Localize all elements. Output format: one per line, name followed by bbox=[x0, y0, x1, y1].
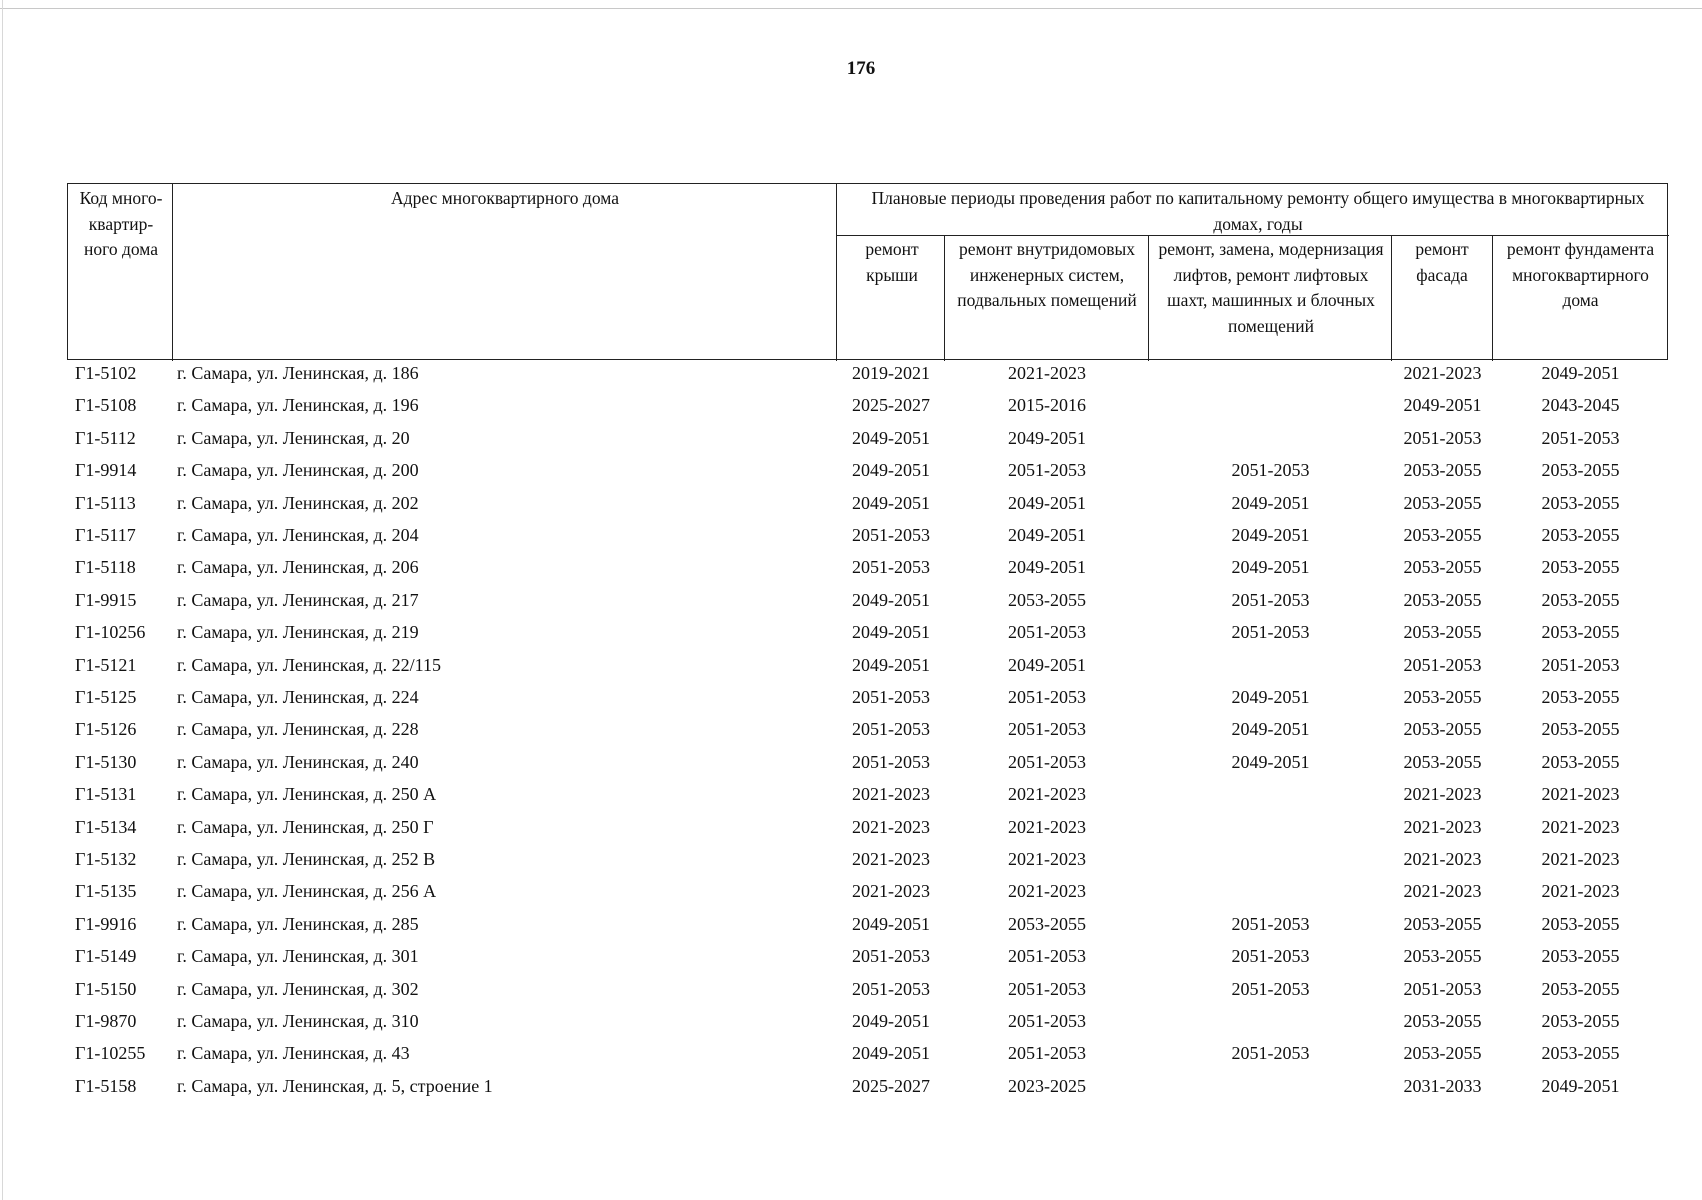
row-engineering: 2049-2051 bbox=[1008, 525, 1086, 545]
row-foundation: 2043-2045 bbox=[1541, 395, 1620, 416]
row-facade: 2053-2055 bbox=[1403, 622, 1482, 643]
row-code: Г1-5118 bbox=[75, 557, 136, 578]
row-foundation: 2053-2055 bbox=[1541, 622, 1620, 643]
row-facade: 2053-2055 bbox=[1403, 492, 1482, 513]
table-row bbox=[0, 686, 1702, 718]
row-address: г. Самара, ул. Ленинская, д. 22/115 bbox=[177, 654, 441, 675]
row-foundation: 2053-2055 bbox=[1541, 946, 1620, 967]
row-code: Г1-5112 bbox=[75, 427, 136, 448]
row-engineering: 2021-2023 bbox=[1008, 363, 1086, 383]
row-engineering: 2049-2051 bbox=[1008, 427, 1086, 448]
header-address: Адрес многоквартирного дома bbox=[391, 188, 619, 208]
row-roof: 2051-2053 bbox=[852, 557, 930, 578]
row-foundation: 2049-2051 bbox=[1541, 363, 1620, 383]
row-engineering: 2021-2023 bbox=[1008, 849, 1086, 869]
row-facade: 2053-2055 bbox=[1403, 525, 1482, 545]
row-foundation: 2053-2055 bbox=[1541, 557, 1620, 578]
header-divider bbox=[172, 184, 173, 361]
row-facade: 2021-2023 bbox=[1403, 881, 1482, 902]
row-address: г. Самара, ул. Ленинская, д. 240 bbox=[177, 751, 419, 772]
row-elevators: 2051-2053 bbox=[1231, 978, 1310, 999]
row-foundation: 2053-2055 bbox=[1541, 913, 1620, 934]
header-group: Плановые периоды проведения работ по капитальному ремонту общего имущества в многоквартирных домах, годы bbox=[871, 188, 1645, 234]
row-roof: 2049-2051 bbox=[852, 589, 930, 610]
table-row bbox=[0, 621, 1702, 653]
row-roof: 2025-2027 bbox=[852, 395, 930, 416]
row-elevators: 2049-2051 bbox=[1231, 557, 1310, 578]
table-row bbox=[0, 718, 1702, 750]
row-foundation: 2053-2055 bbox=[1541, 492, 1620, 513]
header-foundation: ремонт фундамента многоквартирного дома bbox=[1506, 239, 1655, 310]
row-address: г. Самара, ул. Ленинская, д. 196 bbox=[177, 395, 419, 416]
row-elevators: 2051-2053 bbox=[1231, 913, 1310, 934]
row-foundation: 2053-2055 bbox=[1541, 751, 1620, 772]
scan-edge-top bbox=[0, 8, 1702, 9]
row-foundation: 2021-2023 bbox=[1541, 784, 1620, 805]
row-roof: 2049-2051 bbox=[852, 654, 930, 675]
row-address: г. Самара, ул. Ленинская, д. 310 bbox=[177, 1011, 419, 1031]
row-foundation: 2053-2055 bbox=[1541, 978, 1620, 999]
row-address: г. Самара, ул. Ленинская, д. 256 А bbox=[177, 881, 437, 902]
row-address: г. Самара, ул. Ленинская, д. 206 bbox=[177, 557, 419, 578]
row-roof: 2021-2023 bbox=[852, 784, 930, 805]
table-row bbox=[0, 913, 1702, 945]
table-row bbox=[0, 492, 1702, 524]
header-roof: ремонт крыши bbox=[865, 239, 919, 285]
row-code: Г1-10256 bbox=[75, 622, 146, 643]
row-roof: 2021-2023 bbox=[852, 816, 930, 837]
row-engineering: 2051-2053 bbox=[1008, 751, 1086, 772]
row-facade: 2053-2055 bbox=[1403, 1043, 1482, 1064]
row-address: г. Самара, ул. Ленинская, д. 301 bbox=[177, 946, 419, 967]
table-row bbox=[0, 556, 1702, 588]
row-engineering: 2015-2016 bbox=[1008, 395, 1086, 416]
row-facade: 2053-2055 bbox=[1403, 1011, 1482, 1031]
row-roof: 2021-2023 bbox=[852, 881, 930, 902]
row-address: г. Самара, ул. Ленинская, д. 219 bbox=[177, 622, 419, 643]
row-foundation: 2021-2023 bbox=[1541, 849, 1620, 869]
row-engineering: 2021-2023 bbox=[1008, 816, 1086, 837]
row-address: г. Самара, ул. Ленинская, д. 252 В bbox=[177, 849, 436, 869]
row-facade: 2053-2055 bbox=[1403, 589, 1482, 610]
table-row bbox=[0, 654, 1702, 686]
row-code: Г1-5126 bbox=[75, 719, 137, 740]
row-elevators: 2049-2051 bbox=[1231, 492, 1310, 513]
row-engineering: 2051-2053 bbox=[1008, 978, 1086, 999]
row-roof: 2051-2053 bbox=[852, 946, 930, 967]
table-row bbox=[0, 1042, 1702, 1074]
row-address: г. Самара, ул. Ленинская, д. 202 bbox=[177, 492, 419, 513]
table-row bbox=[0, 751, 1702, 783]
row-foundation: 2053-2055 bbox=[1541, 589, 1620, 610]
row-address: г. Самара, ул. Ленинская, д. 250 Г bbox=[177, 816, 434, 837]
row-address: г. Самара, ул. Ленинская, д. 224 bbox=[177, 687, 419, 707]
row-facade: 2053-2055 bbox=[1403, 687, 1482, 707]
row-address: г. Самара, ул. Ленинская, д. 43 bbox=[177, 1043, 410, 1064]
row-foundation: 2021-2023 bbox=[1541, 881, 1620, 902]
row-roof: 2051-2053 bbox=[852, 751, 930, 772]
row-engineering: 2049-2051 bbox=[1008, 654, 1086, 675]
row-roof: 2025-2027 bbox=[852, 1075, 930, 1096]
row-foundation: 2051-2053 bbox=[1541, 654, 1620, 675]
row-elevators: 2049-2051 bbox=[1231, 687, 1310, 707]
row-code: Г1-10255 bbox=[75, 1043, 146, 1064]
row-elevators: 2051-2053 bbox=[1231, 1043, 1310, 1064]
row-facade: 2053-2055 bbox=[1403, 913, 1482, 934]
row-code: Г1-5131 bbox=[75, 784, 137, 805]
row-code: Г1-5149 bbox=[75, 946, 137, 967]
row-address: г. Самара, ул. Ленинская, д. 186 bbox=[177, 363, 419, 383]
row-foundation: 2021-2023 bbox=[1541, 816, 1620, 837]
table-row bbox=[0, 1075, 1702, 1107]
row-facade: 2021-2023 bbox=[1403, 849, 1482, 869]
row-facade: 2051-2053 bbox=[1403, 427, 1482, 448]
row-facade: 2053-2055 bbox=[1403, 557, 1482, 578]
row-elevators: 2049-2051 bbox=[1231, 525, 1310, 545]
row-roof: 2049-2051 bbox=[852, 492, 930, 513]
header-divider bbox=[944, 235, 945, 361]
row-elevators: 2051-2053 bbox=[1231, 460, 1310, 481]
row-foundation: 2051-2053 bbox=[1541, 427, 1620, 448]
row-code: Г1-5150 bbox=[75, 978, 137, 999]
row-engineering: 2051-2053 bbox=[1008, 1043, 1086, 1064]
row-foundation: 2053-2055 bbox=[1541, 687, 1620, 707]
row-code: Г1-5113 bbox=[75, 492, 136, 513]
table-header bbox=[67, 183, 1668, 360]
table-row bbox=[0, 816, 1702, 848]
row-address: г. Самара, ул. Ленинская, д. 217 bbox=[177, 589, 419, 610]
row-address: г. Самара, ул. Ленинская, д. 228 bbox=[177, 719, 419, 740]
row-facade: 2051-2053 bbox=[1403, 654, 1482, 675]
row-engineering: 2051-2053 bbox=[1008, 687, 1086, 707]
row-code: Г1-9914 bbox=[75, 460, 137, 481]
row-engineering: 2051-2053 bbox=[1008, 622, 1086, 643]
row-foundation: 2053-2055 bbox=[1541, 719, 1620, 740]
table-row bbox=[0, 362, 1702, 394]
table-row bbox=[0, 524, 1702, 556]
row-facade: 2021-2023 bbox=[1403, 816, 1482, 837]
row-foundation: 2053-2055 bbox=[1541, 460, 1620, 481]
row-foundation: 2049-2051 bbox=[1541, 1075, 1620, 1096]
row-engineering: 2023-2025 bbox=[1008, 1075, 1086, 1096]
row-roof: 2049-2051 bbox=[852, 1043, 930, 1064]
row-roof: 2021-2023 bbox=[852, 849, 930, 869]
row-elevators: 2051-2053 bbox=[1231, 946, 1310, 967]
header-divider bbox=[836, 184, 837, 361]
row-address: г. Самара, ул. Ленинская, д. 250 А bbox=[177, 784, 437, 805]
row-elevators: 2049-2051 bbox=[1231, 751, 1310, 772]
row-facade: 2053-2055 bbox=[1403, 719, 1482, 740]
row-engineering: 2021-2023 bbox=[1008, 784, 1086, 805]
row-address: г. Самара, ул. Ленинская, д. 20 bbox=[177, 427, 410, 448]
table-row bbox=[0, 783, 1702, 815]
row-code: Г1-5117 bbox=[75, 525, 136, 545]
row-code: Г1-9915 bbox=[75, 589, 137, 610]
table-row bbox=[0, 848, 1702, 880]
row-code: Г1-5132 bbox=[75, 849, 137, 869]
row-code: Г1-5102 bbox=[75, 363, 137, 383]
row-roof: 2049-2051 bbox=[852, 427, 930, 448]
row-code: Г1-5108 bbox=[75, 395, 137, 416]
table-row bbox=[0, 589, 1702, 621]
table-row bbox=[0, 427, 1702, 459]
row-elevators: 2049-2051 bbox=[1231, 719, 1310, 740]
header-code: Код много- квартир- ного дома bbox=[79, 188, 163, 259]
row-engineering: 2021-2023 bbox=[1008, 881, 1086, 902]
header-divider bbox=[1391, 235, 1392, 361]
row-engineering: 2051-2053 bbox=[1008, 460, 1086, 481]
row-facade: 2053-2055 bbox=[1403, 946, 1482, 967]
row-code: Г1-5135 bbox=[75, 881, 137, 902]
header-facade: ремонт фасада bbox=[1415, 239, 1469, 285]
table-row bbox=[0, 1010, 1702, 1042]
row-address: г. Самара, ул. Ленинская, д. 5, строение 1 bbox=[177, 1075, 493, 1096]
row-facade: 2049-2051 bbox=[1403, 395, 1482, 416]
header-divider bbox=[1492, 235, 1493, 361]
header-elevators: ремонт, замена, модернизация лифтов, ремонт лифтовых шахт, машинных и блочных помещений bbox=[1158, 239, 1384, 336]
table-row bbox=[0, 880, 1702, 912]
row-engineering: 2051-2053 bbox=[1008, 946, 1086, 967]
row-foundation: 2053-2055 bbox=[1541, 525, 1620, 545]
row-roof: 2051-2053 bbox=[852, 719, 930, 740]
row-foundation: 2053-2055 bbox=[1541, 1011, 1620, 1031]
row-elevators: 2051-2053 bbox=[1231, 622, 1310, 643]
row-roof: 2051-2053 bbox=[852, 525, 930, 545]
row-address: г. Самара, ул. Ленинская, д. 302 bbox=[177, 978, 419, 999]
row-roof: 2051-2053 bbox=[852, 687, 930, 707]
row-facade: 2053-2055 bbox=[1403, 751, 1482, 772]
row-facade: 2053-2055 bbox=[1403, 460, 1482, 481]
row-engineering: 2051-2053 bbox=[1008, 719, 1086, 740]
row-roof: 2049-2051 bbox=[852, 1011, 930, 1031]
row-roof: 2049-2051 bbox=[852, 460, 930, 481]
row-code: Г1-5125 bbox=[75, 687, 137, 707]
row-code: Г1-5158 bbox=[75, 1075, 137, 1096]
row-address: г. Самара, ул. Ленинская, д. 204 bbox=[177, 525, 419, 545]
table-row bbox=[0, 394, 1702, 426]
row-code: Г1-5134 bbox=[75, 816, 137, 837]
page-number: 176 bbox=[846, 58, 876, 79]
row-code: Г1-9916 bbox=[75, 913, 137, 934]
table-row bbox=[0, 459, 1702, 491]
row-address: г. Самара, ул. Ленинская, д. 200 bbox=[177, 460, 419, 481]
row-address: г. Самара, ул. Ленинская, д. 285 bbox=[177, 913, 419, 934]
table-row bbox=[0, 945, 1702, 977]
row-engineering: 2049-2051 bbox=[1008, 557, 1086, 578]
row-roof: 2049-2051 bbox=[852, 622, 930, 643]
header-divider bbox=[1148, 235, 1149, 361]
row-facade: 2021-2023 bbox=[1403, 363, 1482, 383]
row-code: Г1-5121 bbox=[75, 654, 137, 675]
row-elevators: 2051-2053 bbox=[1231, 589, 1310, 610]
row-facade: 2051-2053 bbox=[1403, 978, 1482, 999]
table-row bbox=[0, 978, 1702, 1010]
row-facade: 2021-2023 bbox=[1403, 784, 1482, 805]
header-engineering: ремонт внутридомовых инженерных систем, подвальных помещений bbox=[957, 239, 1137, 310]
row-code: Г1-5130 bbox=[75, 751, 137, 772]
row-code: Г1-9870 bbox=[75, 1011, 137, 1031]
row-engineering: 2053-2055 bbox=[1008, 589, 1086, 610]
row-engineering: 2049-2051 bbox=[1008, 492, 1086, 513]
row-roof: 2019-2021 bbox=[852, 363, 930, 383]
row-roof: 2051-2053 bbox=[852, 978, 930, 999]
row-roof: 2049-2051 bbox=[852, 913, 930, 934]
row-foundation: 2053-2055 bbox=[1541, 1043, 1620, 1064]
row-engineering: 2053-2055 bbox=[1008, 913, 1086, 934]
row-facade: 2031-2033 bbox=[1403, 1075, 1482, 1096]
row-engineering: 2051-2053 bbox=[1008, 1011, 1086, 1031]
